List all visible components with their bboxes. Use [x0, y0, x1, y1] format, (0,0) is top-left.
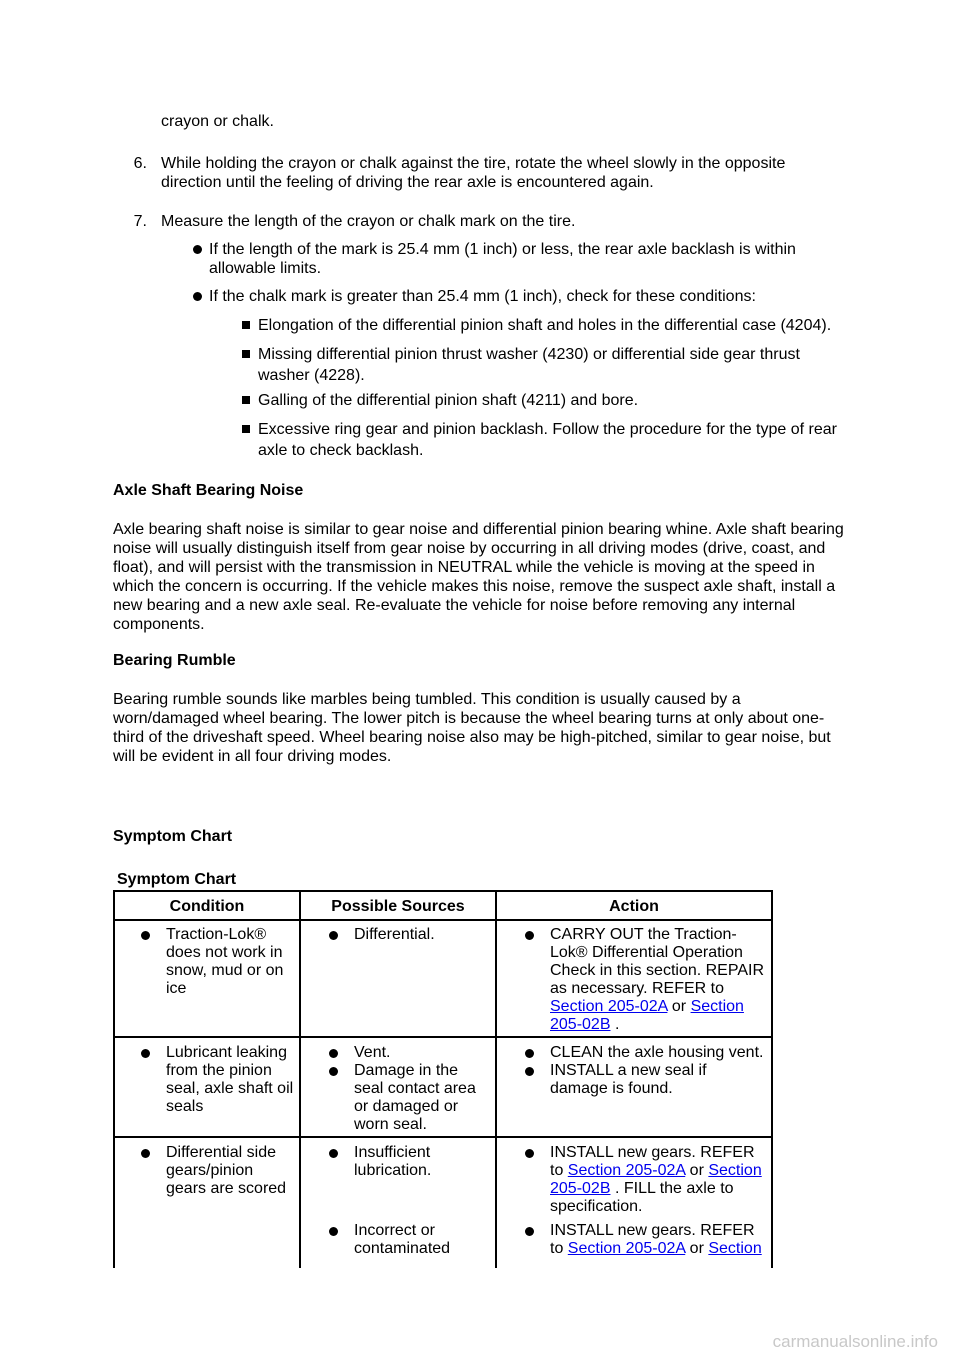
- cell-text: . FILL the axle to specification.: [550, 1180, 734, 1215]
- table-caption: Symptom Chart: [117, 871, 237, 888]
- list-item: Missing differential pinion thrust washer (4230) or differential side gear thrust washer (4228).: [258, 346, 800, 384]
- bullet-icon: [525, 1067, 534, 1076]
- cell-text: Differential.: [354, 926, 435, 943]
- cell-text: or: [689, 1240, 704, 1257]
- list-item: If the length of the mark is 25.4 mm (1 inch) or less, the rear axle backlash is within allowable limits.: [209, 241, 796, 277]
- square-bullet-icon: [242, 425, 250, 433]
- table-cell-action: [523, 1044, 771, 1098]
- bullet-icon: [141, 1049, 150, 1058]
- step-text: Measure the length of the crayon or chalk mark on the tire.: [161, 213, 576, 230]
- cell-text: Traction-Lok® does not work in snow, mud or on ice: [166, 926, 284, 997]
- bullet-icon: [141, 1149, 150, 1158]
- cell-text: Damage in the seal contact area or damaged or worn seal.: [354, 1062, 476, 1133]
- section-link[interactable]: Section 205-02B: [550, 998, 744, 1033]
- bullet-icon: [193, 292, 202, 301]
- list-item: Elongation of the differential pinion shaft and holes in the differential case (4204).: [258, 317, 832, 334]
- cell-text: Vent.: [354, 1044, 391, 1061]
- cell-text: or: [689, 1162, 704, 1179]
- bullet-icon: [329, 1149, 338, 1158]
- watermark: carmanualsonline.info: [772, 1332, 938, 1351]
- table-border-top: [113, 890, 773, 892]
- table-cell-sources: [327, 1144, 477, 1180]
- cell-text: INSTALL new gears. REFER to: [550, 1144, 755, 1179]
- bullet-icon: [329, 1227, 338, 1236]
- table-cell-action: [523, 1144, 771, 1216]
- section-link[interactable]: Section 205-02A: [550, 998, 668, 1015]
- section-link[interactable]: Section 205-02A: [567, 1162, 686, 1179]
- table-divider: [299, 890, 301, 1268]
- cell-text: CLEAN the axle housing vent.: [550, 1044, 764, 1061]
- square-bullet-icon: [242, 396, 250, 404]
- bullet-icon: [525, 1227, 534, 1236]
- step-text: While holding the crayon or chalk against the tire, rotate the wheel slowly in the opposite direction until the feeling of driving the rear axle is encountered again.: [161, 155, 786, 191]
- table-border-left: [113, 890, 115, 1268]
- section-link[interactable]: Section: [708, 1240, 762, 1257]
- bullet-icon: [525, 931, 534, 940]
- square-bullet-icon: [242, 321, 250, 329]
- section-body: Axle bearing shaft noise is similar to gear noise and differential pinion bearing whine. Axle shaft bearing noise will usually distinguish itself from gear noise by occurring in all driving modes (drive, coast, and float), and will persist with the transmission in NEUTRAL while the vehicle is moving at the speed in which the concern is occurring. If the vehicle makes this noise, remove the suspect axle shaft, install a new bearing and a new axle seal. Re-evaluate the vehicle for noise before removing any internal components.: [113, 521, 844, 633]
- table-divider: [495, 890, 497, 1268]
- column-header-condition: Condition: [169, 898, 245, 915]
- section-heading: Bearing Rumble: [113, 652, 236, 669]
- step-number: 7.: [133, 213, 147, 230]
- cell-text: Differential side gears/pinion gears are scored: [166, 1144, 287, 1197]
- bullet-icon: [141, 931, 150, 940]
- table-rule: [113, 1036, 773, 1038]
- bullet-icon: [329, 931, 338, 940]
- table-cell-condition: [139, 1044, 299, 1116]
- table-cell-sources: [327, 1222, 477, 1258]
- list-item: Excessive ring gear and pinion backlash. Follow the procedure for the type of rear axle to check backlash.: [258, 421, 837, 459]
- cell-text: Lubricant leaking from the pinion seal, axle shaft oil seals: [166, 1044, 294, 1115]
- table-cell-condition: [139, 1144, 291, 1198]
- bullet-icon: [329, 1049, 338, 1058]
- square-bullet-icon: [242, 350, 250, 358]
- cell-text: CARRY OUT the Traction-Lok® Differential Operation Check in this section. REPAIR as necessary. REFER to: [550, 926, 765, 997]
- section-heading: Axle Shaft Bearing Noise: [113, 482, 304, 499]
- column-header-action: Action: [609, 898, 659, 915]
- intro-fragment: crayon or chalk.: [161, 113, 274, 130]
- symptom-chart-heading: Symptom Chart: [113, 828, 233, 845]
- table-cell-sources: [327, 926, 487, 944]
- list-item: Galling of the differential pinion shaft (4211) and bore.: [258, 392, 639, 409]
- cell-text: Insufficient lubrication.: [354, 1144, 432, 1179]
- table-rule: [113, 919, 773, 921]
- section-body: Bearing rumble sounds like marbles being tumbled. This condition is usually caused by a worn/damaged wheel bearing. The lower pitch is because the wheel bearing turns at only about one-third of the driveshaft speed. Wheel bearing noise also may be high-pitched, similar to gear noise, but will be evident in all four driving modes.: [113, 691, 831, 765]
- cell-text: Incorrect or contaminated: [354, 1222, 451, 1257]
- bullet-icon: [525, 1149, 534, 1158]
- step-number: 6.: [133, 155, 147, 172]
- table-cell-action: [523, 1222, 771, 1258]
- bullet-icon: [193, 245, 202, 254]
- cell-text: INSTALL a new seal if damage is found.: [550, 1062, 707, 1097]
- bullet-icon: [329, 1067, 338, 1076]
- cell-text: or: [671, 998, 687, 1015]
- table-cell-sources: [327, 1044, 487, 1134]
- section-link[interactable]: Section 205-02A: [567, 1240, 686, 1257]
- cell-text: INSTALL new gears. REFER to: [550, 1222, 755, 1257]
- list-item: If the chalk mark is greater than 25.4 mm (1 inch), check for these conditions:: [209, 288, 756, 305]
- table-cell-action: [523, 926, 771, 1034]
- cell-text: .: [614, 1016, 620, 1033]
- bullet-icon: [525, 1049, 534, 1058]
- section-link[interactable]: Section 205-02B: [550, 1162, 762, 1197]
- table-border-right: [771, 890, 773, 1268]
- column-header-sources: Possible Sources: [331, 898, 465, 915]
- table-rule: [113, 1136, 773, 1138]
- table-cell-condition: [139, 926, 291, 998]
